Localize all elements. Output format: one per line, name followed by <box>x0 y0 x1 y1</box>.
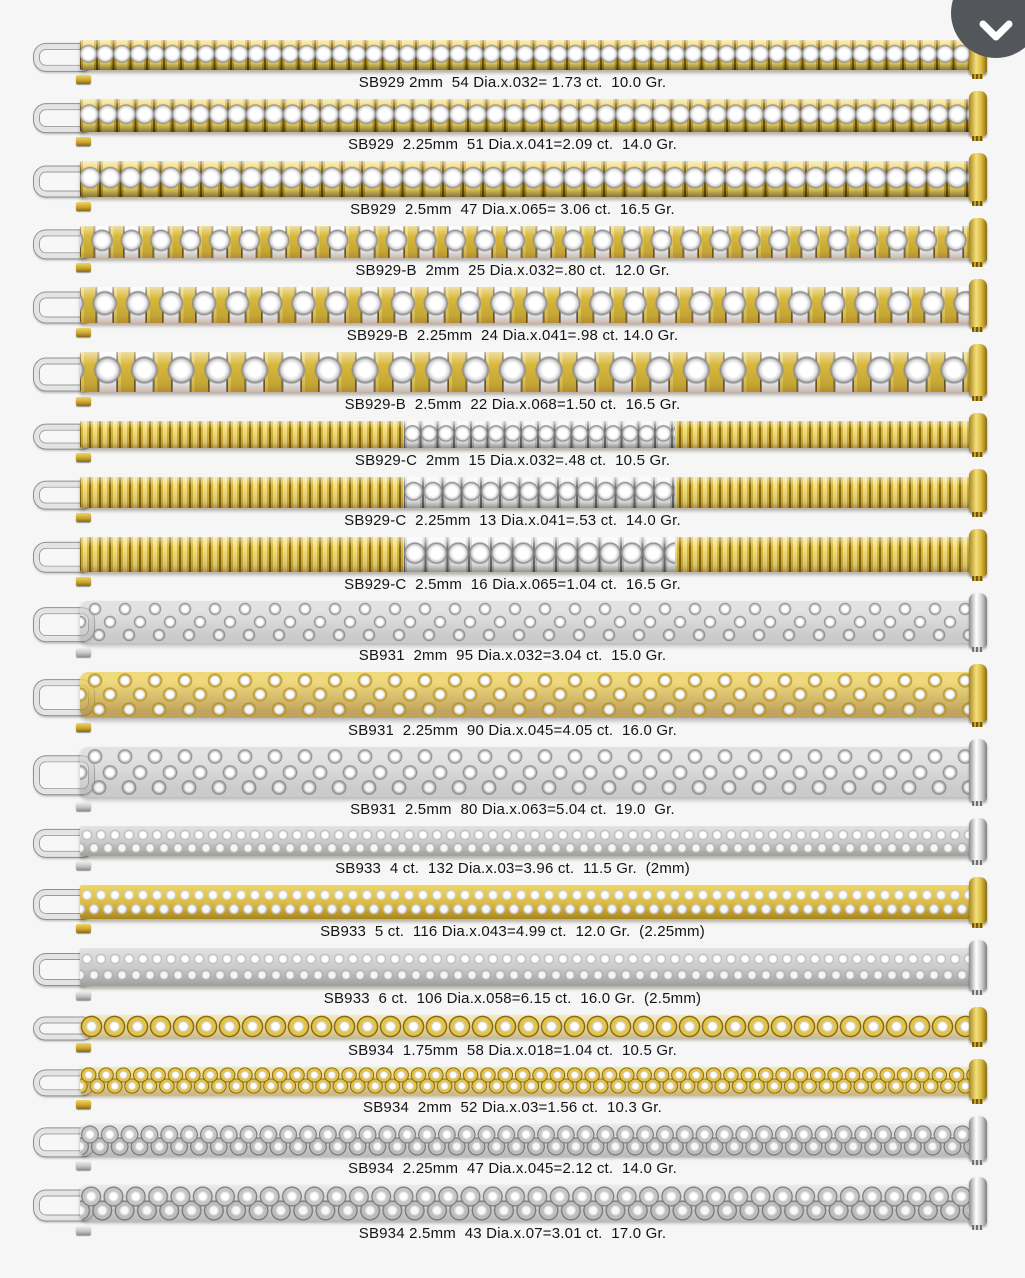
bracelet-image <box>80 226 981 258</box>
bracelet-caption: SB929-B 2.5mm 22 Dia.x.068=1.50 ct. 16.5 Gr. <box>344 396 681 413</box>
bracelet-caption: SB934 2.25mm 47 Dia.x.045=2.12 ct. 14.0 Gr. <box>348 1160 677 1177</box>
bracelet-image <box>80 948 981 986</box>
bracelet-image <box>80 421 981 448</box>
bracelet-row <box>0 287 1025 344</box>
bracelet-band <box>80 1124 981 1156</box>
bracelet-image <box>80 672 981 718</box>
bracelet-image <box>80 747 981 797</box>
bracelet-row <box>0 477 1025 529</box>
bracelet-caption: SB929-C 2mm 15 Dia.x.032=.48 ct. 10.5 Gr. <box>354 452 671 469</box>
clasp-box <box>969 153 987 201</box>
bracelet-image <box>80 1067 981 1095</box>
bracelet-band <box>80 477 981 508</box>
safety-latch <box>972 990 983 995</box>
bracelet-caption: SB929-B 2.25mm 24 Dia.x.041=.98 ct. 14.0 Gr. <box>346 327 679 344</box>
safety-latch <box>972 923 983 928</box>
bracelet-image <box>80 99 981 132</box>
bracelet-band <box>80 1185 981 1221</box>
clasp-box <box>969 818 987 860</box>
clasp-pin <box>76 513 91 522</box>
clasp-box <box>969 218 987 262</box>
safety-latch <box>972 722 983 727</box>
bracelet-image <box>80 1185 981 1221</box>
bracelet-caption: SB929 2.25mm 51 Dia.x.041=2.09 ct. 14.0 Gr. <box>348 136 677 153</box>
chevron-down-icon <box>979 20 1013 42</box>
bracelet-band <box>80 99 981 132</box>
bracelet-image <box>80 826 981 856</box>
clasp-pin <box>76 723 91 732</box>
bracelet-band <box>80 537 981 572</box>
bracelet-image <box>80 537 981 572</box>
bracelet-row <box>0 1067 1025 1116</box>
clasp-box <box>969 664 987 722</box>
bracelet-caption: SB931 2.25mm 90 Dia.x.045=4.05 ct. 16.0 Gr. <box>348 722 677 739</box>
safety-latch <box>972 512 983 517</box>
bracelet-caption: SB929 2.5mm 47 Dia.x.065= 3.06 ct. 16.5 Gr. <box>350 201 675 218</box>
bracelet-band <box>80 161 981 197</box>
bracelet-image <box>80 885 981 919</box>
bracelet-row <box>0 747 1025 818</box>
safety-latch <box>972 1225 983 1230</box>
clasp-pin <box>76 861 91 870</box>
clasp-pin <box>76 648 91 657</box>
bracelet-band <box>80 421 981 448</box>
bracelet-caption: SB934 2.5mm 43 Dia.x.07=3.01 ct. 17.0 Gr. <box>358 1225 667 1242</box>
bracelet-band <box>80 40 981 70</box>
bracelet-caption: SB931 2.5mm 80 Dia.x.063=5.04 ct. 19.0 Gr. <box>350 801 675 818</box>
clasp-box <box>969 1059 987 1099</box>
safety-latch <box>972 452 983 457</box>
bracelet-image <box>80 1015 981 1038</box>
bracelet-image <box>80 601 981 643</box>
bracelet-row <box>0 1185 1025 1242</box>
safety-latch <box>972 1099 983 1104</box>
clasp-box <box>969 593 987 647</box>
clasp-pin <box>76 991 91 1000</box>
bracelet-row <box>0 40 1025 91</box>
clasp-pin <box>76 202 91 211</box>
bracelet-image <box>80 1124 981 1156</box>
bracelet-row <box>0 352 1025 413</box>
safety-latch <box>972 136 983 141</box>
safety-latch <box>972 1042 983 1047</box>
clasp-pin <box>76 397 91 406</box>
bracelet-caption: SB929 2mm 54 Dia.x.032= 1.73 ct. 10.0 Gr. <box>358 74 667 91</box>
clasp-box <box>969 279 987 327</box>
bracelet-band <box>80 287 981 323</box>
bracelet-band <box>80 352 981 392</box>
bracelet-image <box>80 161 981 197</box>
clasp-box <box>969 1116 987 1160</box>
diamond-center-section <box>404 537 674 572</box>
bracelet-band <box>80 226 981 258</box>
clasp-pin <box>76 1043 91 1052</box>
safety-latch <box>972 262 983 267</box>
clasp-pin <box>76 577 91 586</box>
clasp-pin <box>76 328 91 337</box>
bracelet-caption: SB929-B 2mm 25 Dia.x.032=.80 ct. 12.0 Gr. <box>355 262 670 279</box>
clasp-box <box>969 1177 987 1225</box>
clasp-box <box>969 91 987 136</box>
clasp-box <box>969 877 987 923</box>
bracelet-band <box>80 1067 981 1095</box>
bracelet-row <box>0 948 1025 1007</box>
bracelet-row <box>0 601 1025 664</box>
clasp-pin <box>76 75 91 84</box>
bracelet-row <box>0 672 1025 739</box>
safety-latch <box>972 860 983 865</box>
bracelet-image <box>80 40 981 70</box>
bracelet-band <box>80 747 981 797</box>
clasp-pin <box>76 802 91 811</box>
clasp-box <box>969 469 987 512</box>
safety-latch <box>972 327 983 332</box>
bracelet-caption: SB933 5 ct. 116 Dia.x.043=4.99 ct. 12.0 Gr. (2.25mm) <box>320 923 705 940</box>
bracelet-image <box>80 352 981 392</box>
clasp-box <box>969 940 987 990</box>
clasp-pin <box>76 1226 91 1235</box>
bracelet-band <box>80 672 981 718</box>
safety-latch <box>972 201 983 206</box>
safety-latch <box>972 1160 983 1165</box>
bracelet-row <box>0 226 1025 279</box>
clasp-box <box>969 739 987 801</box>
bracelet-image <box>80 477 981 508</box>
bracelet-row <box>0 99 1025 153</box>
bracelet-band <box>80 601 981 643</box>
bracelet-row <box>0 537 1025 593</box>
bracelet-row <box>0 161 1025 218</box>
bracelet-row <box>0 1015 1025 1059</box>
bracelet-caption: SB929-C 2.5mm 16 Dia.x.065=1.04 ct. 16.5 Gr. <box>344 576 681 593</box>
safety-latch <box>972 801 983 806</box>
bracelet-row <box>0 1124 1025 1177</box>
bracelet-row <box>0 421 1025 469</box>
clasp-pin <box>76 263 91 272</box>
bracelet-caption: SB931 2mm 95 Dia.x.032=3.04 ct. 15.0 Gr. <box>358 647 667 664</box>
bracelet-row <box>0 885 1025 940</box>
bracelet-image <box>80 287 981 323</box>
clasp-pin <box>76 1100 91 1109</box>
bracelet-caption: SB933 6 ct. 106 Dia.x.058=6.15 ct. 16.0 Gr. (2.5mm) <box>323 990 702 1007</box>
bracelet-caption: SB929-C 2.25mm 13 Dia.x.041=.53 ct. 14.0 Gr. <box>344 512 681 529</box>
bracelet-band <box>80 1015 981 1038</box>
bracelet-caption: SB933 4 ct. 132 Dia.x.03=3.96 ct. 11.5 Gr. (2mm) <box>335 860 690 877</box>
safety-latch <box>972 396 983 401</box>
clasp-pin <box>76 453 91 462</box>
clasp-pin <box>76 137 91 146</box>
safety-latch <box>972 647 983 652</box>
clasp-box <box>969 344 987 396</box>
bracelet-band <box>80 885 981 919</box>
clasp-box <box>969 529 987 576</box>
bracelet-band <box>80 948 981 986</box>
clasp-box <box>969 1007 987 1042</box>
clasp-pin <box>76 1161 91 1170</box>
clasp-pin <box>76 924 91 933</box>
diamond-center-section <box>404 421 674 448</box>
bracelet-band <box>80 826 981 856</box>
diamond-center-section <box>404 477 674 508</box>
bracelet-caption: SB934 2mm 52 Dia.x.03=1.56 ct. 10.3 Gr. <box>363 1099 662 1116</box>
safety-latch <box>972 576 983 581</box>
bracelet-row <box>0 826 1025 877</box>
clasp-box <box>969 413 987 452</box>
safety-latch <box>972 74 983 79</box>
bracelet-caption: SB934 1.75mm 58 Dia.x.018=1.04 ct. 10.5 Gr. <box>348 1042 677 1059</box>
